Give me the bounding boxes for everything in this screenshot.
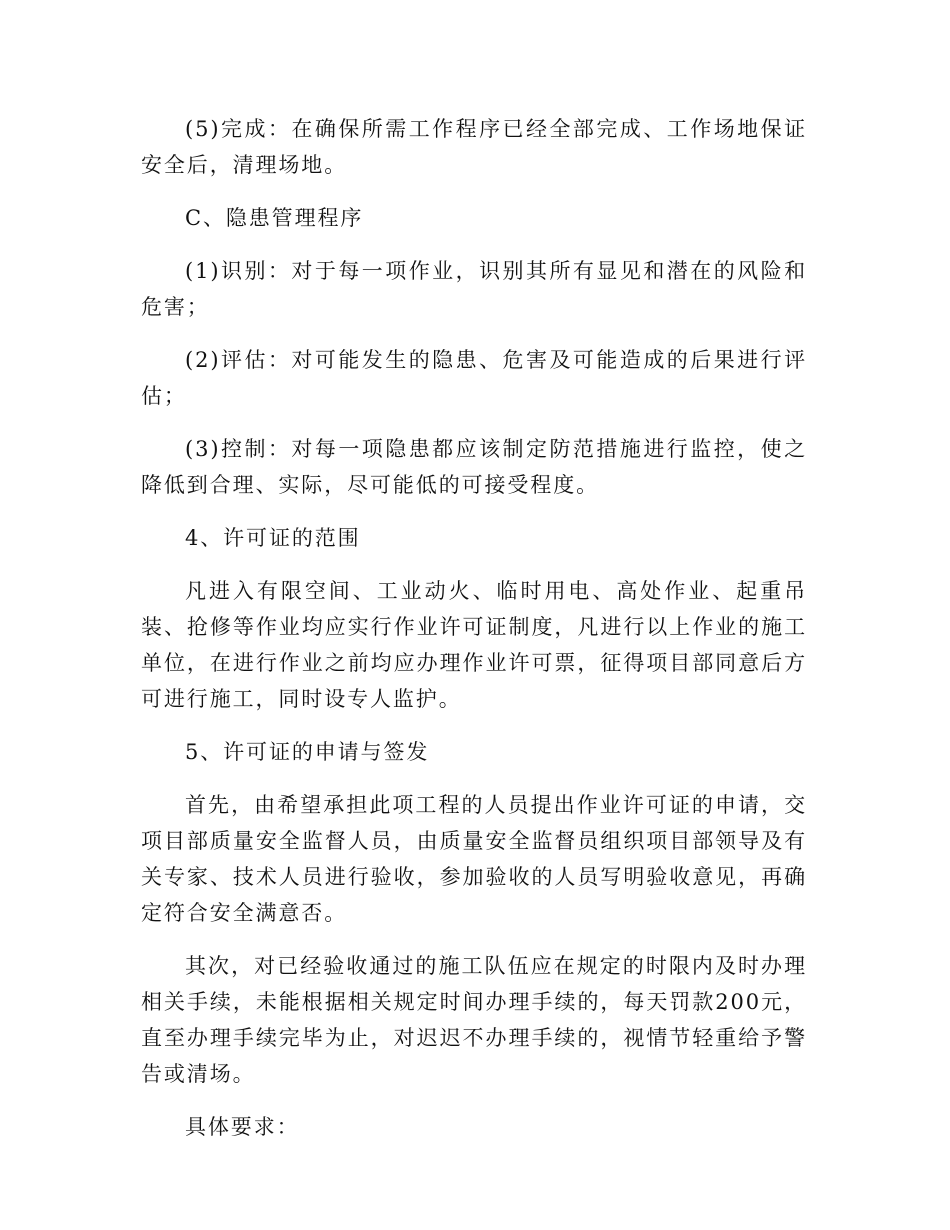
paragraph-control: (3)控制：对每一项隐患都应该制定防范措施进行监控，使之降低到合理、实际，尽可能低的可接受程度。: [141, 437, 807, 497]
heading-specific-requirements: 具体要求：: [185, 1115, 300, 1139]
paragraph-assessment: (2)评估：对可能发生的隐患、危害及可能造成的后果进行评估；: [141, 348, 807, 408]
paragraph-identification: (1)识别：对于每一项作业，识别其所有显见和潜在的风险和危害；: [141, 259, 807, 319]
heading-permit-scope: 4、许可证的范围: [185, 526, 361, 550]
paragraph-permit-scope: 凡进入有限空间、工业动火、临时用电、高处作业、起重吊装、抢修等作业均应实行作业许可证制度，凡进行以上作业的施工单位，在进行作业之前均应办理作业许可票，征得项目部同意后方可进行施工，同时设专人监护。: [141, 579, 807, 711]
paragraph-application-second: 其次，对已经验收通过的施工队伍应在规定的时限内及时办理相关手续，未能根据相关规定时间办理手续的，每天罚款200元，直至办理手续完毕为止，对迟迟不办理手续的，视情节轻重给予警告或清场。: [141, 954, 807, 1086]
heading-permit-application: 5、许可证的申请与签发: [185, 740, 430, 764]
heading-hazard-management: C、隐患管理程序: [185, 206, 364, 230]
document-body: [141, 111, 807, 1145]
paragraph-application-first: 首先，由希望承担此项工程的人员提出作业许可证的申请，交项目部质量安全监督人员，由质量安全监督员组织项目部领导及有关专家、技术人员进行验收，参加验收的人员写明验收意见，再确定符合安全满意否。: [141, 793, 807, 925]
paragraph-step-completion: (5)完成：在确保所需工作程序已经全部完成、工作场地保证安全后，清理场地。: [141, 117, 807, 177]
